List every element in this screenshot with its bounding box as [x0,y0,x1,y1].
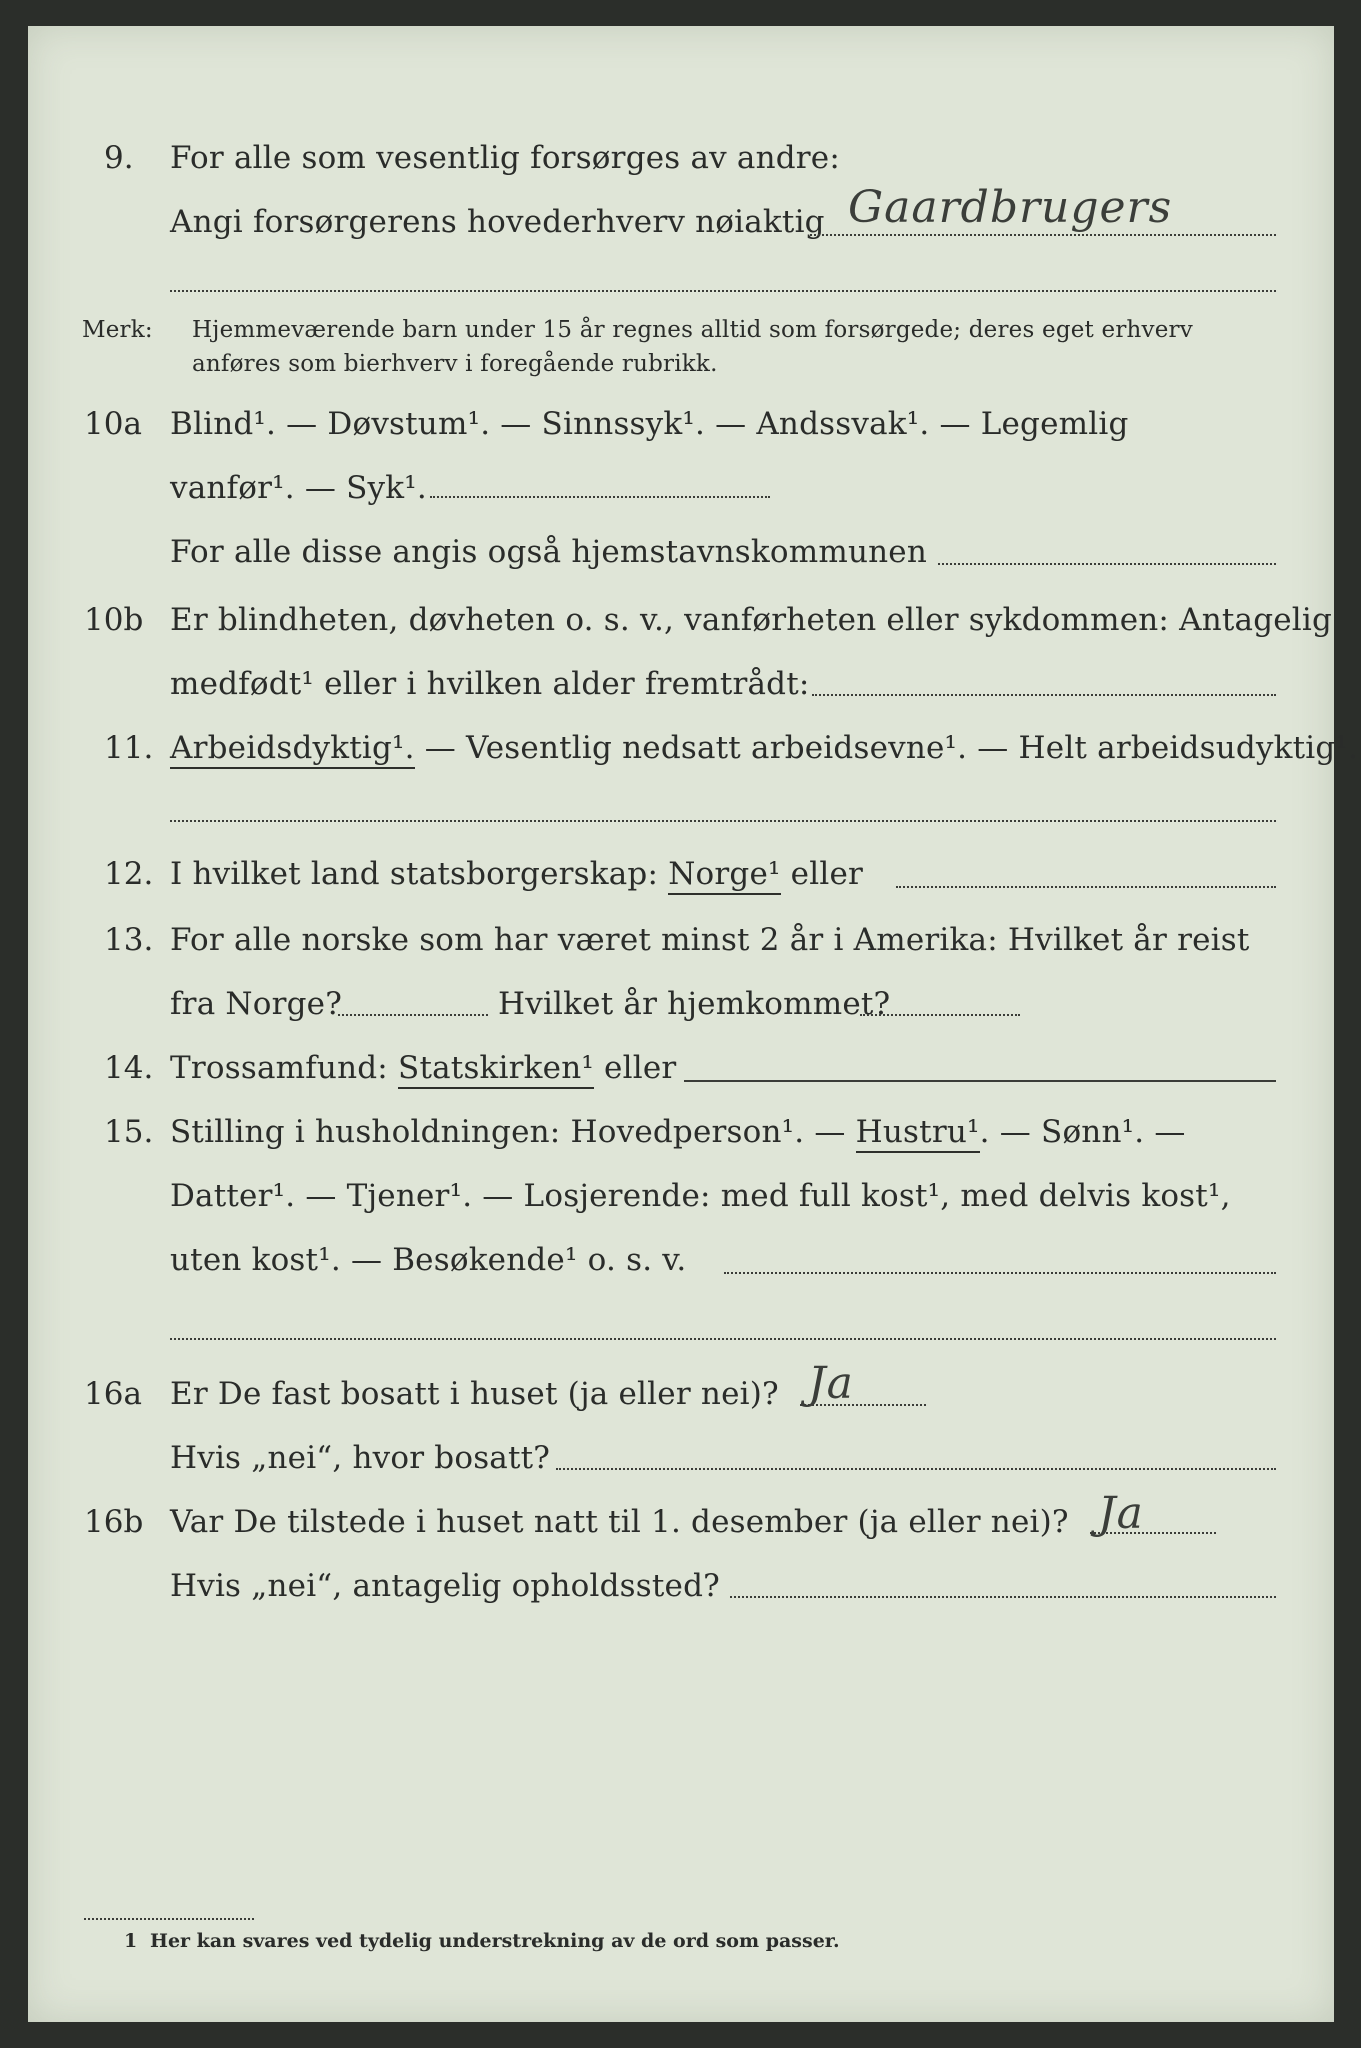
q16b-line2: Hvis „nei“, antagelig opholdssted? [170,1568,720,1604]
footnote-mark: 1 [124,1930,138,1952]
q15-line1 [170,1112,1186,1152]
q9-line2: Angi forsørgerens hovederhverv nøiaktig [170,204,825,240]
q13-line1: For alle norske som har været minst 2 år i Amerika: Hvilket år reist [170,922,1250,958]
q14-line [170,1048,676,1088]
q9-answer-line [810,234,1276,236]
q16a-bosatt-line [556,1468,1276,1470]
q13-number: 13. [104,922,154,958]
q15-answer-line-2 [170,1338,1276,1340]
q9-answer-line-2 [170,290,1276,292]
merk-line2: anføres som bierhverv i foregående rubrikk. [192,351,718,377]
q11-line [170,728,1358,768]
q14-post: eller [594,1050,677,1086]
q16b-opholdssted-line [730,1596,1276,1598]
q15-line2: Datter¹. — Tjener¹. — Losjerende: med full kost¹, med delvis kost¹, [170,1178,1231,1214]
q11-selected-option: Arbeidsdyktig¹. [170,730,415,769]
q15-number: 15. [104,1114,154,1150]
q15-line3: uten kost¹. — Besøkende¹ o. s. v. [170,1242,687,1278]
q11-rest: — Vesentlig nedsatt arbeidsevne¹. — Helt arbeidsudyktig¹. [414,730,1359,766]
q15-selected-option: Hustru¹ [856,1114,980,1153]
q10a-answer-line [430,496,770,498]
q16b-answer-line [1090,1532,1216,1534]
q15-line1-pre: Stilling i husholdningen: Hovedperson¹. — [170,1114,856,1150]
q9-line1: For alle som vesentlig forsørges av andre: [170,140,840,176]
q12-number: 12. [104,856,154,892]
q11-answer-line [170,820,1276,822]
q13-line2b: Hvilket år hjemkommet? [498,986,891,1022]
q16a-answer-line [800,1404,926,1406]
q10a-line2: vanfør¹. — Syk¹. [170,470,427,506]
q16b-handwritten-answer: Ja [1098,1488,1144,1539]
footnote-text: Her kan svares ved tydelig understrekning av de ord som passer. [150,1930,840,1952]
q12-answer-line [896,886,1276,888]
q15-answer-line [724,1272,1276,1274]
q13-reist-line [338,1014,488,1016]
q10b-answer-line [812,694,1276,696]
q14-answer-line [684,1080,1276,1082]
q14-pre: Trossamfund: [170,1050,399,1086]
q16a-handwritten-answer: Ja [808,1358,854,1409]
q10b-number: 10b [84,602,144,638]
q10a-line1: Blind¹. — Døvstum¹. — Sinnssyk¹. — Andssvak¹. — Legemlig [170,406,1129,442]
q12-pre: I hvilket land statsborgerskap: [170,856,669,892]
q12-selected-option: Norge¹ [668,856,780,895]
q15-line1-post: . — Sønn¹. — [979,1114,1186,1150]
q10b-line2: medfødt¹ eller i hvilken alder fremtrådt: [170,666,810,702]
q14-number: 14. [104,1050,154,1086]
q9-handwritten-answer: Gaardbrugers [848,182,1173,233]
q14-selected-option: Statskirken¹ [398,1050,594,1089]
q13-hjemkommet-line [860,1014,1020,1016]
q10b-line1: Er blindheten, døvheten o. s. v., vanførheten eller sykdommen: Antagelig [170,602,1333,638]
footnote-separator [84,1918,254,1920]
q16a-line1: Er De fast bosatt i huset (ja eller nei)? [170,1376,779,1412]
merk-line1: Hjemmeværende barn under 15 år regnes alltid som forsørgede; deres eget erhverv [192,317,1193,343]
q10a-line3: For alle disse angis også hjemstavnskommunen [170,534,927,570]
q11-number: 11. [104,730,154,766]
q16b-number: 16b [84,1504,144,1540]
q10a-hjemstavn-line [938,563,1276,565]
q16a-line2: Hvis „nei“, hvor bosatt? [170,1440,551,1476]
q10a-number: 10a [84,406,142,442]
q16b-line1: Var De tilstede i huset natt til 1. desember (ja eller nei)? [170,1504,1069,1540]
q9-number: 9. [104,140,134,176]
q12-line [170,854,863,894]
q16a-number: 16a [84,1376,142,1412]
merk-label: Merk: [82,317,153,343]
q12-post: eller [780,856,864,892]
q13-line2a: fra Norge? [170,986,343,1022]
